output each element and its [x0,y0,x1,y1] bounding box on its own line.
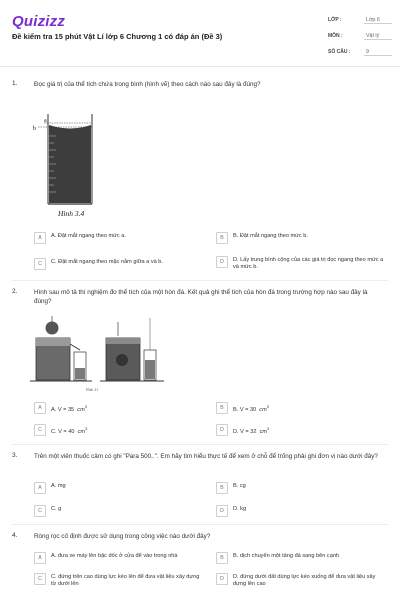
option-d[interactable] [216,573,388,588]
meta-label: LỚP : [328,17,342,23]
meta-value: 9 [364,49,392,56]
option-text: A. Đặt mắt ngang theo mức a. [51,233,126,239]
vessel-top [106,338,140,344]
option-d[interactable] [216,256,388,271]
option-text: D. Lấy trung bình cộng của các giá trị đọc ngang theo mức a và mức b. [233,257,384,270]
question-text: Đọc giá trị của thể tích chứa trong bình (hình vẽ) theo cách nào sau đây là đúng? [34,81,261,88]
option-key: A [34,232,46,244]
meta-label: SỐ CÂU : [328,49,351,55]
option-key: B [216,552,228,564]
option-key: A [34,402,46,414]
meta-row-subject [328,28,392,44]
option-key: C [34,258,46,270]
option-c[interactable] [34,258,204,270]
label-a: a [44,118,47,124]
cylinder-figure [30,112,120,220]
option-text: C. đứng trên cao dùng lực kéo lên để đưa vật liệu xây dựng từ dưới lên [51,574,200,587]
meta-panel [328,12,392,60]
divider [12,524,388,525]
worksheet-header [0,0,400,67]
cylinder-water [145,360,155,379]
option-text: D. V = 32 $cm^3$ [233,426,270,435]
option-key: D [216,256,228,268]
option-b[interactable] [216,552,388,564]
option-key: D [216,424,228,436]
question-number: 2. [12,288,18,295]
option-key: B [216,402,228,414]
option-key: C [34,424,46,436]
meta-row-class [328,12,392,28]
page-title: Đề kiểm tra 15 phút Vật Lí lớp 6 Chương 1 có đáp án (Đề 3) [12,32,223,41]
label-b: b [33,126,36,132]
figure-caption: Hình 4.1 [86,388,99,392]
option-a[interactable] [34,552,210,564]
option-text: B. V = 30 $cm^3$ [233,404,269,413]
option-text: B. dịch chuyển một tảng đá sang bên cạnh [233,553,340,559]
option-text: B. Đặt mắt ngang theo mức b. [233,233,308,239]
meniscus [49,125,91,129]
option-text: A. V = 35 $cm^3$ [51,404,87,413]
option-text: C. V = 40 $cm^3$ [51,426,88,435]
meta-value: Vật lý [364,33,392,40]
vessel-top [36,338,70,346]
option-b[interactable] [216,482,388,494]
meta-value: Lớp 6 [364,17,392,24]
option-key: B [216,482,228,494]
question-number: 1. [12,80,18,87]
option-a[interactable] [34,402,204,414]
option-text: D. kg [233,506,247,512]
quizizz-logo: Quizizz [12,13,66,30]
option-key: C [34,573,46,585]
submerged-stone [116,354,128,366]
spout [70,344,80,350]
cylinder-water [75,368,85,379]
meta-label: MÔN : [328,33,343,39]
option-key: D [216,505,228,517]
option-text: A. mg [51,483,66,489]
option-text: C. g [51,506,62,512]
question-text: Ròng rọc cố định được sử dụng trong công việc nào dưới đây? [34,533,211,540]
option-text: B. cg [233,483,246,489]
option-text: C. Đặt mắt ngang theo mặc nằm giữa a và b. [51,259,163,265]
option-c[interactable] [34,573,206,588]
option-key: B [216,232,228,244]
question-text: Hình sau mô tả thí nghiệm đo thể tích của một hòn đá. Kết quả ghi thể tích của hòn đá trong trường hợp nào sau đây là đúng? [34,289,368,305]
option-key: D [216,573,228,585]
divider [12,444,388,445]
option-b[interactable] [216,402,388,414]
option-a[interactable] [34,232,204,244]
figure-caption: Hình 3.4 [58,209,85,218]
option-key: A [34,552,46,564]
meta-row-count [328,44,392,60]
question-number: 3. [12,452,18,459]
divider [12,280,388,281]
question-text: Trên một viên thuốc cảm có ghi "Para 500..". Em hãy tìm hiểu thực tế để xem ở chỗ để trống phải ghi đơn vị nào dưới đây? [34,453,378,460]
option-text: A. đưa xe máy lên bậc dốc ở cửa để vào trong nhà [51,553,178,559]
option-key: C [34,505,46,517]
question-number: 4. [12,532,18,539]
stone [46,322,59,335]
option-key: A [34,482,46,494]
option-d[interactable] [216,424,388,436]
option-c[interactable] [34,424,204,436]
option-c[interactable] [34,505,204,517]
option-b[interactable] [216,232,388,244]
option-text: D. đứng dưới đất dùng lực kéo xuống để đưa vật liệu xây dựng lên cao [233,574,376,587]
option-d[interactable] [216,505,388,517]
stone-experiment-figure [30,314,170,394]
option-a[interactable] [34,482,204,494]
